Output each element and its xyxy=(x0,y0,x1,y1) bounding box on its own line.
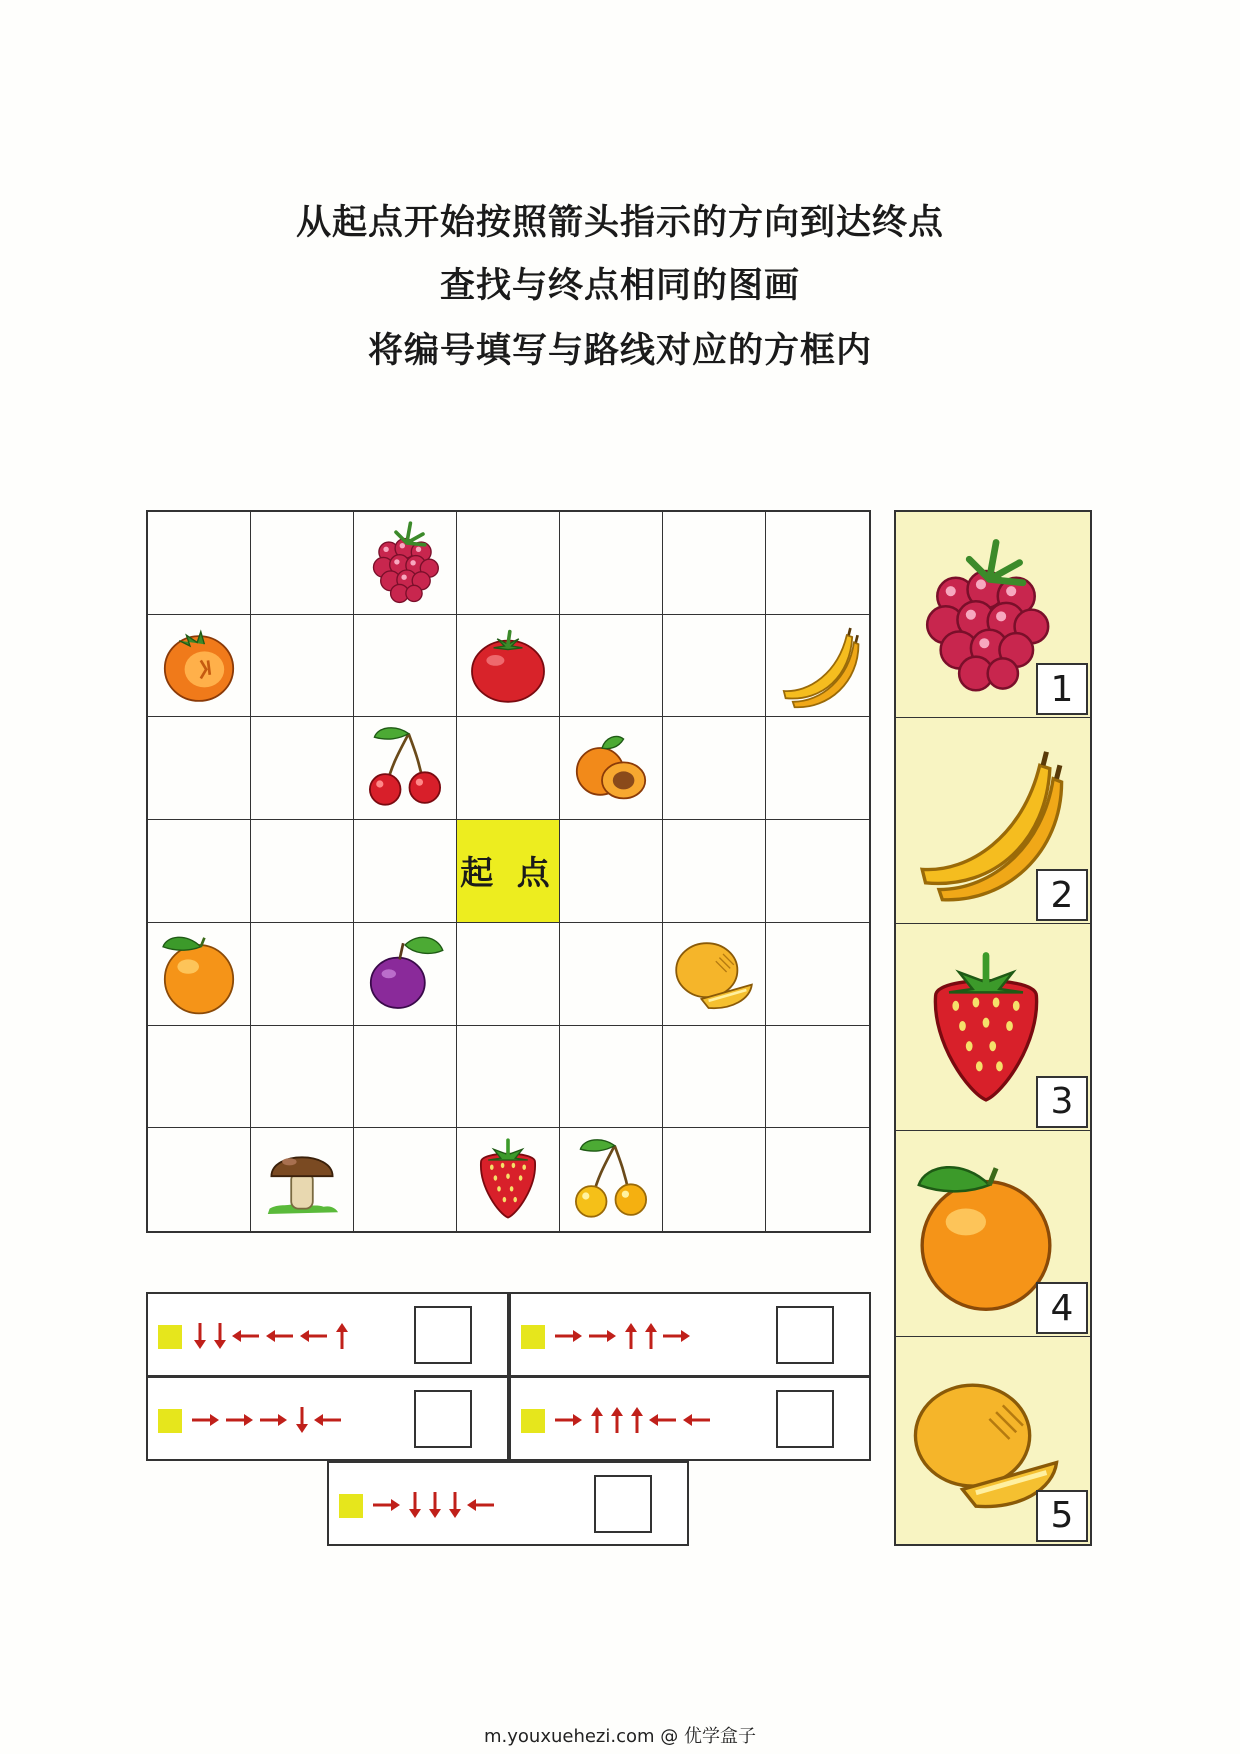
grid-cell-empty xyxy=(766,717,869,820)
grid-cell-empty xyxy=(148,717,251,820)
arrow-left-icon xyxy=(467,1499,494,1511)
grid-cell-tomato xyxy=(457,615,560,718)
arrow-down-icon xyxy=(296,1407,308,1433)
route-arrows xyxy=(192,1398,348,1443)
grid-cell-plum xyxy=(354,923,457,1026)
grid-cell-empty xyxy=(354,615,457,718)
arrow-up-icon xyxy=(645,1323,657,1349)
grid-cell-empty xyxy=(457,512,560,615)
raspberry-icon xyxy=(360,516,450,610)
arrow-left-icon xyxy=(232,1330,259,1342)
answer-option xyxy=(896,512,1090,718)
arrow-up-icon xyxy=(625,1323,637,1349)
grid-cell-empty xyxy=(560,615,663,718)
grid-cell-empty xyxy=(251,512,354,615)
grid-cell-yellow-cherry xyxy=(560,1128,663,1231)
instruction-line-3: 将编号填写与路线对应的方框内 xyxy=(367,331,872,371)
yellow-cherry-icon xyxy=(566,1133,656,1227)
arrow-right-icon xyxy=(192,1414,219,1426)
grid-cell-empty xyxy=(560,1026,663,1129)
grid-cell-empty xyxy=(354,1026,457,1129)
grid-cell-empty xyxy=(354,1128,457,1231)
arrow-down-icon xyxy=(409,1492,421,1518)
answer-number: 4 xyxy=(1036,1282,1088,1334)
grid-cell-raspberry xyxy=(354,512,457,615)
answer-number: 1 xyxy=(1036,663,1088,715)
route-arrows xyxy=(192,1314,354,1359)
arrow-right-icon xyxy=(373,1499,400,1511)
arrow-left-icon xyxy=(266,1330,293,1342)
grid-cell-empty xyxy=(354,820,457,923)
grid-cell-empty xyxy=(560,923,663,1026)
grid-cell-empty xyxy=(148,512,251,615)
start-cell: 起 点 xyxy=(457,820,560,923)
arrow-left-icon xyxy=(300,1330,327,1342)
arrow-down-icon xyxy=(214,1323,226,1349)
mushroom-icon xyxy=(257,1133,347,1227)
melon-icon xyxy=(669,927,759,1021)
answer-option xyxy=(896,1338,1090,1544)
arrow-down-icon xyxy=(429,1492,441,1518)
answer-option xyxy=(896,925,1090,1131)
grid-cell-empty xyxy=(663,717,766,820)
grid-cell-empty xyxy=(251,615,354,718)
answer-number: 5 xyxy=(1036,1490,1088,1542)
grid-cell-strawberry xyxy=(457,1128,560,1231)
grid-cell-empty xyxy=(766,1026,869,1129)
grid-cell-empty xyxy=(663,512,766,615)
grid-cell-banana xyxy=(766,615,869,718)
grid-cell-empty xyxy=(251,717,354,820)
answer-input-box[interactable] xyxy=(594,1475,652,1533)
route-start-marker xyxy=(339,1494,363,1518)
route-row-3 xyxy=(146,1376,509,1461)
arrow-down-icon xyxy=(194,1323,206,1349)
route-arrows xyxy=(373,1483,501,1528)
arrow-up-icon xyxy=(591,1407,603,1433)
grid-cell-empty xyxy=(251,820,354,923)
route-arrows xyxy=(555,1398,717,1443)
instruction-line-2: 查找与终点相同的图画 xyxy=(439,266,800,306)
answer-option xyxy=(896,718,1090,924)
answer-input-box[interactable] xyxy=(776,1306,834,1364)
arrow-right-icon xyxy=(555,1414,582,1426)
grid-cell-empty xyxy=(148,820,251,923)
arrow-right-icon xyxy=(226,1414,253,1426)
grid-cell-empty xyxy=(663,1026,766,1129)
grid-cell-empty xyxy=(457,923,560,1026)
grid-cell-empty xyxy=(766,1128,869,1231)
answer-input-box[interactable] xyxy=(414,1390,472,1448)
grid-cell-orange xyxy=(148,923,251,1026)
grid-cell-empty xyxy=(663,615,766,718)
arrow-up-icon xyxy=(336,1323,348,1349)
route-row-5 xyxy=(327,1461,689,1546)
grid-cell-empty xyxy=(251,1026,354,1129)
tomato-icon xyxy=(463,619,553,713)
grid-cell-empty xyxy=(663,1128,766,1231)
orange-icon xyxy=(154,927,244,1021)
route-row-1 xyxy=(146,1292,509,1377)
answer-number: 3 xyxy=(1036,1076,1088,1128)
grid-cell-empty xyxy=(560,512,663,615)
grid-cell-empty xyxy=(457,717,560,820)
arrow-right-icon xyxy=(663,1330,690,1342)
grid-cell-empty xyxy=(148,1128,251,1231)
instruction-line-1: 从起点开始按照箭头指示的方向到达终点 xyxy=(295,203,944,243)
fruit-grid xyxy=(146,510,871,1233)
persimmon-icon xyxy=(154,619,244,713)
grid-cell-cherry xyxy=(354,717,457,820)
arrow-right-icon xyxy=(555,1330,582,1342)
grid-cell-empty xyxy=(663,820,766,923)
arrow-left-icon xyxy=(649,1414,676,1426)
answer-input-box[interactable] xyxy=(776,1390,834,1448)
route-start-marker xyxy=(158,1409,182,1433)
banana-icon xyxy=(773,619,863,713)
arrow-right-icon xyxy=(589,1330,616,1342)
grid-cell-empty xyxy=(766,820,869,923)
grid-cell-mushroom xyxy=(251,1128,354,1231)
arrow-left-icon xyxy=(683,1414,710,1426)
grid-cell-empty xyxy=(148,1026,251,1129)
plum-icon xyxy=(360,927,450,1021)
arrow-left-icon xyxy=(314,1414,341,1426)
arrow-up-icon xyxy=(611,1407,623,1433)
arrow-up-icon xyxy=(631,1407,643,1433)
strawberry-icon xyxy=(463,1133,553,1227)
answer-number: 2 xyxy=(1036,869,1088,921)
route-start-marker xyxy=(521,1325,545,1349)
cherry-icon xyxy=(360,721,450,815)
apricot-icon xyxy=(566,721,656,815)
grid-cell-empty xyxy=(560,820,663,923)
route-row-2 xyxy=(509,1292,871,1377)
footer-credit: m.youxuehezi.com @ 优学盒子 xyxy=(483,1726,756,1747)
grid-cell-melon xyxy=(663,923,766,1026)
grid-cell-empty xyxy=(766,512,869,615)
answer-panel xyxy=(894,510,1092,1546)
answer-input-box[interactable] xyxy=(414,1306,472,1364)
grid-cell-empty xyxy=(457,1026,560,1129)
answer-option xyxy=(896,1131,1090,1337)
route-start-marker xyxy=(158,1325,182,1349)
grid-cell-apricot xyxy=(560,717,663,820)
route-start-marker xyxy=(521,1409,545,1433)
grid-cell-empty xyxy=(766,923,869,1026)
grid-cell-empty xyxy=(251,923,354,1026)
arrow-down-icon xyxy=(449,1492,461,1518)
route-row-4 xyxy=(509,1376,871,1461)
grid-cell-persimmon xyxy=(148,615,251,718)
route-arrows xyxy=(555,1314,697,1359)
arrow-right-icon xyxy=(260,1414,287,1426)
